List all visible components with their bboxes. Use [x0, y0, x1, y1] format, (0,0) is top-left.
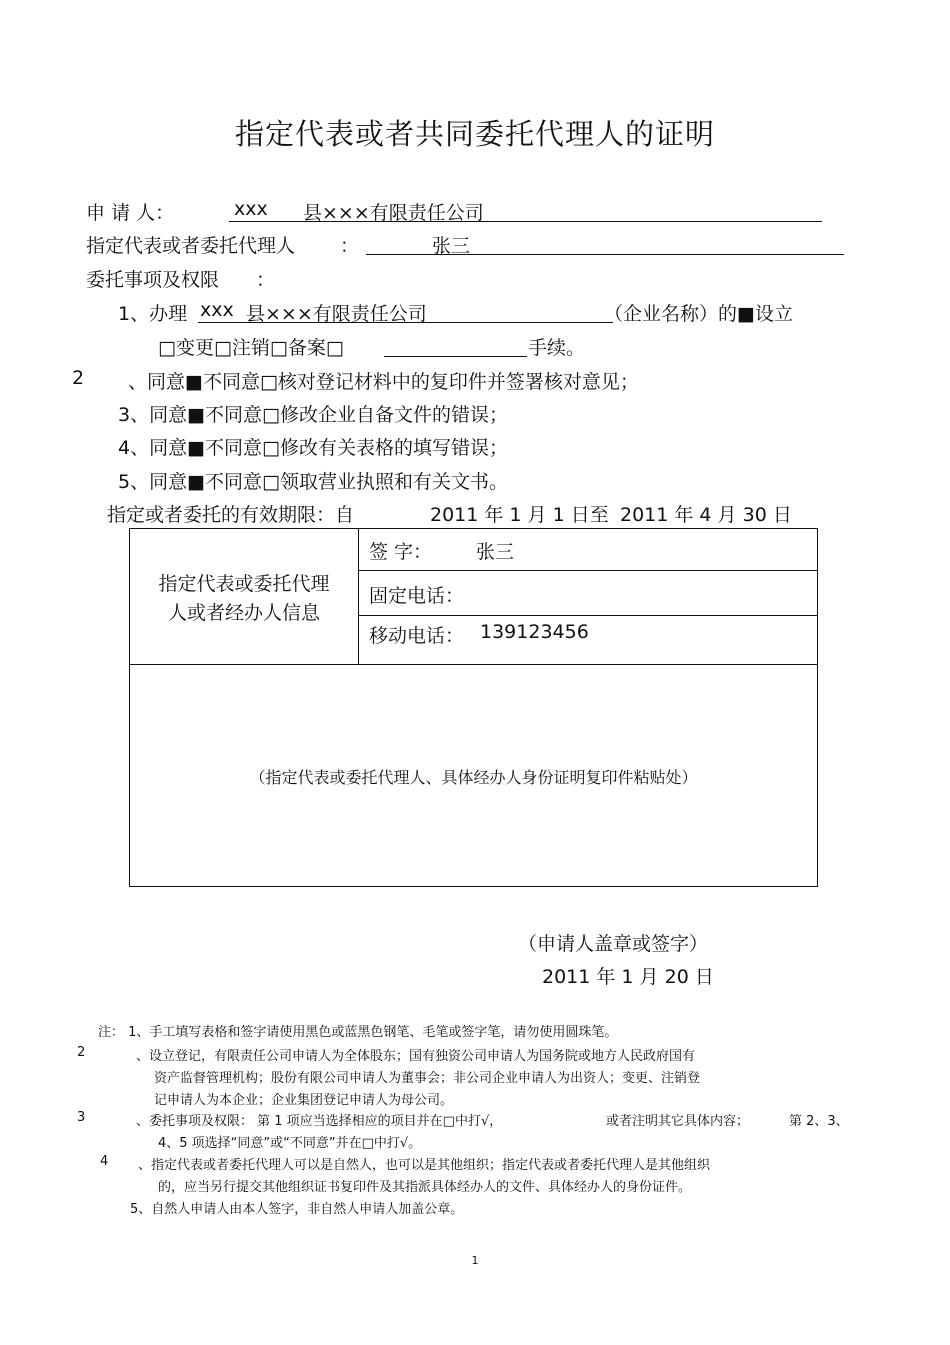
note-2-number: 2 [77, 1045, 86, 1060]
mobile-phone-value: 139123456 [480, 621, 589, 643]
item2-text: 、同意■不同意□核对登记材料中的复印件并签署核对意见； [128, 371, 639, 393]
note-3-line1c: 第 2、3、 [789, 1114, 849, 1129]
id-paste-area-note: （指定代表或委托代理人、具体经办人身份证明复印件粘贴处） [249, 768, 698, 787]
validity-end: 2011 年 4 月 30 日 [620, 504, 792, 526]
note-4-line1: 、指定代表或者委托代理人可以是自然人，也可以是其他组织；指定代表或者委托代理人是其他组织 [138, 1158, 711, 1173]
table-left-header-line2: 人或者经办人信息 [167, 602, 320, 624]
item1-other-underline [384, 356, 527, 357]
validity-label: 指定或者委托的有效期限：自 [107, 504, 355, 526]
signature-date: 2011 年 1 月 20 日 [542, 966, 714, 988]
applicant-value-prefix: xxx [234, 198, 268, 220]
mobile-phone-label: 移动电话： [369, 625, 465, 647]
item1-prefix: 1、办理 [118, 303, 188, 325]
applicant-label: 申 请 人： [86, 202, 175, 224]
note-3-line1b: 或者注明其它具体内容； [606, 1114, 750, 1129]
note-4-line2: 的，应当另行提交其他组织证书复印件及其指派具体经办人的文件、具体经办人的身份证件。 [158, 1180, 692, 1195]
item4-text: 4、同意■不同意□修改有关表格的填写错误； [118, 437, 508, 459]
page-number: 1 [471, 1254, 479, 1267]
applicant-value: 县×××有限责任公司 [303, 202, 484, 224]
note-1: 注： 1、手工填写表格和签字请使用黑色或蓝黑色钢笔、毛笔或签字笔，请勿使用圆珠笔。 [98, 1025, 618, 1040]
signature-label: （申请人盖章或签字） [518, 933, 709, 955]
fixed-phone-label: 固定电话： [369, 585, 465, 607]
page-title: 指定代表或者共同委托代理人的证明 [234, 117, 715, 151]
representative-label: 指定代表或者委托代理人 [86, 235, 296, 257]
note-2-line3: 记申请人为本企业；企业集团登记申请人为母公司。 [154, 1093, 454, 1108]
validity-start: 2011 年 1 月 1 日至 [430, 504, 609, 526]
matters-colon: ： [256, 269, 276, 291]
item1-company-prefix: xxx [200, 299, 234, 321]
representative-underline [366, 254, 844, 255]
sign-value: 张三 [476, 541, 515, 563]
matters-label: 委托事项及权限 [86, 269, 220, 291]
applicant-underline [229, 221, 822, 222]
table-row-divider-3 [129, 664, 818, 665]
item1-company-underline [198, 322, 613, 323]
note-3-number: 3 [77, 1110, 86, 1125]
item5-text: 5、同意■不同意□领取营业执照和有关文书。 [118, 471, 508, 493]
table-row-divider-1 [358, 570, 818, 571]
note-2-line2: 资产监督管理机构；股份有限公司申请人为董事会；非公司企业申请人为出资人；变更、注销登 [154, 1071, 701, 1086]
item1-end: 手续。 [528, 337, 586, 359]
item1-options: □变更□注销□备案□ [158, 337, 344, 359]
note-3-line2: 4、5 项选择“同意”或“不同意”并在□中打√。 [158, 1136, 422, 1151]
note-4-number: 4 [100, 1154, 109, 1169]
item3-text: 3、同意■不同意□修改企业自备文件的错误； [118, 404, 508, 426]
item2-number: 2 [72, 367, 85, 389]
representative-value: 张三 [432, 235, 471, 257]
item1-company: 县×××有限责任公司 [246, 303, 427, 325]
note-3-line1a: 、委托事项及权限： 第 1 项应当选择相应的项目并在□中打√， [136, 1114, 503, 1129]
item1-suffix: （企业名称）的■设立 [604, 303, 793, 325]
representative-colon: ： [340, 235, 360, 257]
sign-label: 签 字： [369, 541, 433, 563]
note-2-line1: 、设立登记，有限责任公司申请人为全体股东；国有独资公司申请人为国务院或地方人民政府国有 [136, 1049, 696, 1064]
table-left-header-line1: 指定代表或委托代理 [158, 573, 330, 595]
table-vertical-divider [358, 528, 359, 665]
note-5: 5、自然人申请人由本人签字，非自然人申请人加盖公章。 [130, 1202, 464, 1217]
table-row-divider-2 [358, 615, 818, 616]
